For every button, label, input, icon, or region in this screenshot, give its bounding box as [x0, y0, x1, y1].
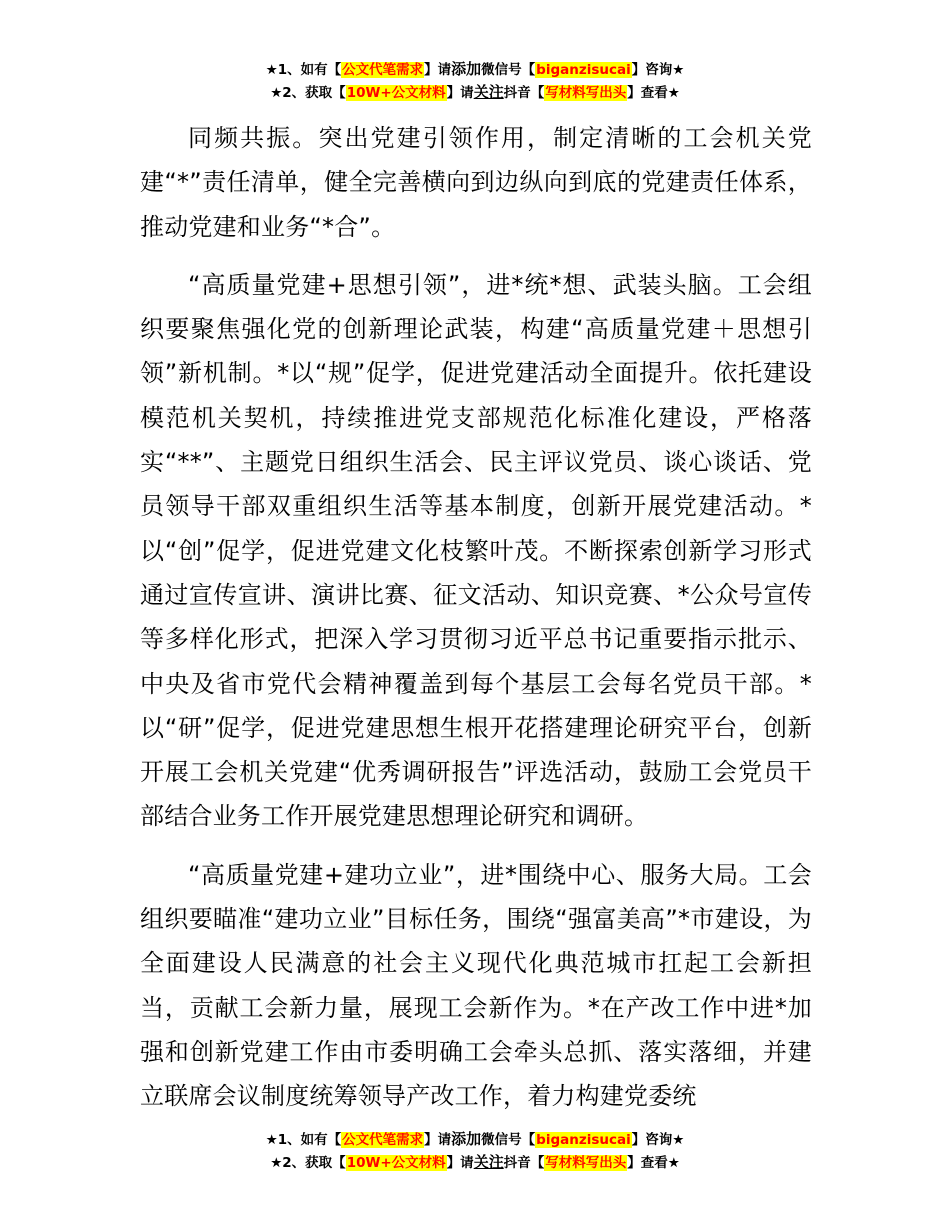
- paragraph: 同频共振。突出党建引领作用，制定清晰的工会机关党建“*”责任清单，健全完善横向到边纵向到底的党建责任体系，推动党建和业务“*合”。: [140, 124, 812, 241]
- banner-text: 】咨询★: [631, 1132, 685, 1148]
- banner-line-1: [0, 58, 950, 81]
- banner-text: 微信号【: [481, 1132, 536, 1148]
- emphasis-text: 关注: [473, 83, 504, 101]
- highlight-text: 公文代笔需求: [342, 1132, 424, 1148]
- banner-text: 】咨询★: [631, 62, 685, 78]
- header-banner: [0, 58, 950, 104]
- banner-text: 】查看★: [627, 85, 680, 101]
- banner-line-1: [0, 1128, 950, 1151]
- banner-text: 】请: [424, 1132, 452, 1148]
- footer-banner: [0, 1128, 950, 1174]
- banner-text: 】请: [446, 85, 474, 101]
- highlight-text: 写材料写出头: [545, 1155, 627, 1171]
- banner-text: ★2、获取【: [270, 85, 346, 101]
- banner-text: 抖音【: [503, 85, 545, 101]
- banner-text: ★1、如有【: [265, 62, 342, 78]
- highlight-text: 公文代笔需求: [342, 62, 424, 78]
- banner-text: ★2、获取【: [270, 1155, 346, 1171]
- document-body: [140, 116, 812, 1119]
- banner-text: 抖音【: [503, 1155, 545, 1171]
- emphasis-text: 添加: [451, 1130, 482, 1148]
- highlight-text: 写材料写出头: [545, 85, 627, 101]
- banner-text: 】请: [424, 62, 452, 78]
- banner-text: ★1、如有【: [265, 1132, 342, 1148]
- banner-line-2: [0, 81, 950, 104]
- banner-text: 】查看★: [627, 1155, 680, 1171]
- highlight-text: 10W+公文材料: [346, 1155, 446, 1171]
- highlight-text: 10W+公文材料: [346, 85, 446, 101]
- highlight-text: biganzisucai: [536, 62, 631, 78]
- paragraph: “高质量党建+思想引领”，进*统*想、武装头脑。工会组织要聚焦强化党的创新理论武装，构建“高质量党建＋思想引领”新机制。*以“规”促学，促进党建活动全面提升。依托建设模范机关契机，持续推进党支部规范化标准化建设，严格落实“**”、主题党日组织生活会、民主评议党员、谈心谈话、党员领导干部双重组织生活等基本制度，创新开展党建活动。*以“创”促学，促进党建文化枝繁叶茂。不断探索创新学习形式通过宣传宣讲、演讲比赛、征文活动、知识竞赛、*公众号宣传等多样化形式，把深入学习贯彻习近平总书记重要指示批示、中央及省市党代会精神覆盖到每个基层工会每名党员干部。*以“研”促学，促进党建思想生根开花搭建理论研究平台，创新开展工会机关党建“优秀调研报告”评选活动，鼓励工会党员干部结合业务工作开展党建思想理论研究和调研。: [140, 270, 812, 831]
- highlight-text: biganzisucai: [536, 1132, 631, 1148]
- emphasis-text: 关注: [473, 1153, 504, 1171]
- banner-text: 微信号【: [481, 62, 536, 78]
- emphasis-text: 添加: [451, 60, 482, 78]
- banner-text: 】请: [446, 1155, 474, 1171]
- banner-line-2: [0, 1151, 950, 1174]
- paragraph: “高质量党建+建功立业”，进*围绕中心、服务大局。工会组织要瞄准“建功立业”目标任务，围绕“强富美高”*市建设，为全面建设人民满意的社会主义现代化典范城市扛起工会新担当，贡献工会新力量，展现工会新作为。*在产改工作中进*加强和创新党建工作由市委明确工会牵头总抓、落实落细，并建立联席会议制度统筹领导产改工作，着力构建党委统: [140, 860, 812, 1111]
